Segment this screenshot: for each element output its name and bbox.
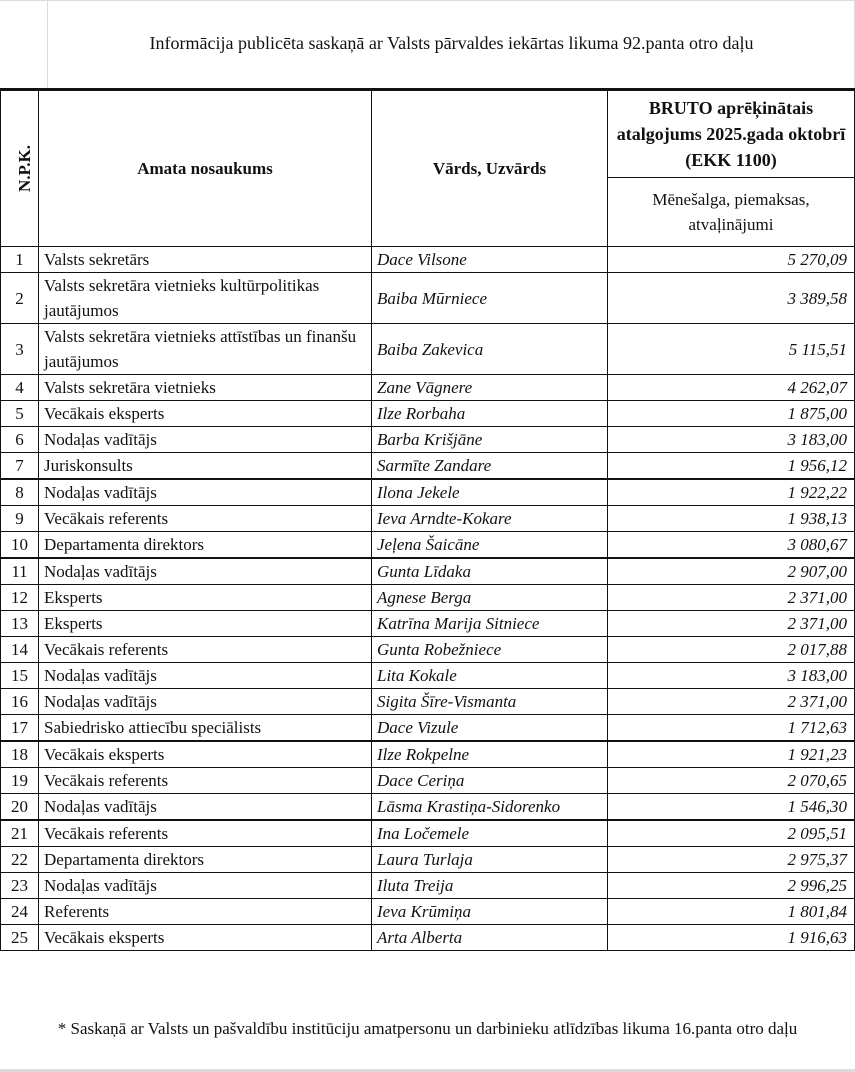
table-row xyxy=(1,873,855,899)
gross-amount: 3 389,58 xyxy=(608,273,855,324)
row-number: 12 xyxy=(1,585,39,611)
employee-name: Lāsma Krastiņa-Sidorenko xyxy=(372,794,608,821)
table-row xyxy=(1,820,855,847)
gross-amount: 2 996,25 xyxy=(608,873,855,899)
position-title: Eksperts xyxy=(39,585,372,611)
employee-name: Iluta Treija xyxy=(372,873,608,899)
row-number: 21 xyxy=(1,820,39,847)
header-npk-label: N.P.K. xyxy=(15,144,35,193)
position-title: Nodaļas vadītājs xyxy=(39,558,372,585)
gross-amount: 2 070,65 xyxy=(608,768,855,794)
header-npk xyxy=(1,90,39,247)
position-title: Valsts sekretārs xyxy=(39,247,372,273)
grid-line xyxy=(0,0,855,1)
employee-name: Laura Turlaja xyxy=(372,847,608,873)
row-number: 1 xyxy=(1,247,39,273)
employee-name: Gunta Robežniece xyxy=(372,637,608,663)
table-body xyxy=(1,247,855,951)
position-title: Eksperts xyxy=(39,611,372,637)
employee-name: Gunta Līdaka xyxy=(372,558,608,585)
table-row xyxy=(1,453,855,480)
table-row xyxy=(1,506,855,532)
employee-name: Jeļena Šaicāne xyxy=(372,532,608,559)
position-title: Vecākais referents xyxy=(39,506,372,532)
gross-amount: 5 270,09 xyxy=(608,247,855,273)
row-number: 16 xyxy=(1,689,39,715)
gross-amount: 3 183,00 xyxy=(608,663,855,689)
row-number: 25 xyxy=(1,925,39,951)
row-number: 8 xyxy=(1,479,39,506)
employee-name: Ina Ločemele xyxy=(372,820,608,847)
employee-name: Agnese Berga xyxy=(372,585,608,611)
row-number: 6 xyxy=(1,427,39,453)
employee-name: Ieva Krūmiņa xyxy=(372,899,608,925)
gross-amount: 2 371,00 xyxy=(608,689,855,715)
row-number: 15 xyxy=(1,663,39,689)
table-row xyxy=(1,637,855,663)
position-title: Referents xyxy=(39,899,372,925)
table-row xyxy=(1,925,855,951)
row-number: 4 xyxy=(1,375,39,401)
row-number: 3 xyxy=(1,324,39,375)
position-title: Departamenta direktors xyxy=(39,847,372,873)
table-row xyxy=(1,663,855,689)
employee-name: Ilze Rorbaha xyxy=(372,401,608,427)
gross-amount: 2 095,51 xyxy=(608,820,855,847)
employee-name: Dace Ceriņa xyxy=(372,768,608,794)
row-number: 24 xyxy=(1,899,39,925)
table-row xyxy=(1,768,855,794)
gross-amount: 1 956,12 xyxy=(608,453,855,480)
position-title: Vecākais eksperts xyxy=(39,925,372,951)
gross-amount: 1 938,13 xyxy=(608,506,855,532)
table-row xyxy=(1,558,855,585)
position-title: Vecākais eksperts xyxy=(39,401,372,427)
position-title: Nodaļas vadītājs xyxy=(39,663,372,689)
row-number: 2 xyxy=(1,273,39,324)
gross-amount: 2 907,00 xyxy=(608,558,855,585)
gross-amount: 1 712,63 xyxy=(608,715,855,742)
header-salary-components: Mēnešalga, piemaksas, atvaļinājumi xyxy=(608,178,855,247)
header-position: Amata nosaukums xyxy=(39,90,372,247)
employee-name: Barba Krišjāne xyxy=(372,427,608,453)
table-row xyxy=(1,794,855,821)
gross-amount: 2 371,00 xyxy=(608,585,855,611)
position-title: Juriskonsults xyxy=(39,453,372,480)
table-row xyxy=(1,401,855,427)
gross-amount: 1 875,00 xyxy=(608,401,855,427)
gross-amount: 5 115,51 xyxy=(608,324,855,375)
employee-name: Ilona Jekele xyxy=(372,479,608,506)
gross-amount: 2 017,88 xyxy=(608,637,855,663)
table-row xyxy=(1,741,855,768)
row-number: 11 xyxy=(1,558,39,585)
employee-name: Baiba Zakevica xyxy=(372,324,608,375)
position-title: Vecākais referents xyxy=(39,768,372,794)
employee-name: Sigita Šīre-Vismanta xyxy=(372,689,608,715)
table-row xyxy=(1,715,855,742)
page-title: Informācija publicēta saskaņā ar Valsts pārvaldes iekārtas likuma 92.panta otro daļu xyxy=(149,33,754,53)
position-title: Nodaļas vadītājs xyxy=(39,427,372,453)
position-title: Valsts sekretāra vietnieks attīstības un finanšu jautājumos xyxy=(39,324,372,375)
table-row xyxy=(1,585,855,611)
table-row xyxy=(1,611,855,637)
title-band xyxy=(0,0,855,88)
table-row xyxy=(1,375,855,401)
table-row xyxy=(1,689,855,715)
gross-amount: 1 921,23 xyxy=(608,741,855,768)
gross-amount: 3 080,67 xyxy=(608,532,855,559)
row-number: 5 xyxy=(1,401,39,427)
row-number: 23 xyxy=(1,873,39,899)
row-number: 13 xyxy=(1,611,39,637)
gross-amount: 1 801,84 xyxy=(608,899,855,925)
header-name: Vārds, Uzvārds xyxy=(372,90,608,247)
employee-name: Lita Kokale xyxy=(372,663,608,689)
employee-name: Arta Alberta xyxy=(372,925,608,951)
employee-name: Dace Vizule xyxy=(372,715,608,742)
row-number: 20 xyxy=(1,794,39,821)
employee-name: Dace Vilsone xyxy=(372,247,608,273)
employee-name: Sarmīte Zandare xyxy=(372,453,608,480)
gross-amount: 2 371,00 xyxy=(608,611,855,637)
position-title: Nodaļas vadītājs xyxy=(39,873,372,899)
gross-amount: 1 916,63 xyxy=(608,925,855,951)
gross-amount: 3 183,00 xyxy=(608,427,855,453)
position-title: Vecākais referents xyxy=(39,820,372,847)
row-number: 22 xyxy=(1,847,39,873)
gross-amount: 2 975,37 xyxy=(608,847,855,873)
footnote: * Saskaņā ar Valsts un pašvaldību institūciju amatpersonu un darbinieku atlīdzības likuma 16.panta otro daļu xyxy=(57,1019,798,1038)
employee-name: Ilze Rokpelne xyxy=(372,741,608,768)
position-title: Nodaļas vadītājs xyxy=(39,689,372,715)
table-row xyxy=(1,479,855,506)
employee-name: Katrīna Marija Sitniece xyxy=(372,611,608,637)
row-number: 7 xyxy=(1,453,39,480)
gross-amount: 1 922,22 xyxy=(608,479,855,506)
table-row xyxy=(1,324,855,375)
row-number: 19 xyxy=(1,768,39,794)
row-number: 9 xyxy=(1,506,39,532)
row-number: 14 xyxy=(1,637,39,663)
row-number: 17 xyxy=(1,715,39,742)
employee-name: Zane Vāgnere xyxy=(372,375,608,401)
position-title: Sabiedrisko attiecību speciālists xyxy=(39,715,372,742)
employee-name: Ieva Arndte-Kokare xyxy=(372,506,608,532)
position-title: Valsts sekretāra vietnieks kultūrpolitikas jautājumos xyxy=(39,273,372,324)
position-title: Nodaļas vadītājs xyxy=(39,794,372,821)
employee-name: Baiba Mūrniece xyxy=(372,273,608,324)
row-number: 18 xyxy=(1,741,39,768)
table-row xyxy=(1,847,855,873)
row-number: 10 xyxy=(1,532,39,559)
table-row xyxy=(1,532,855,559)
table-row xyxy=(1,427,855,453)
position-title: Valsts sekretāra vietnieks xyxy=(39,375,372,401)
position-title: Nodaļas vadītājs xyxy=(39,479,372,506)
table-row xyxy=(1,899,855,925)
table-row xyxy=(1,273,855,324)
salary-table xyxy=(0,88,855,951)
position-title: Departamenta direktors xyxy=(39,532,372,559)
position-title: Vecākais referents xyxy=(39,637,372,663)
position-title: Vecākais eksperts xyxy=(39,741,372,768)
table-row xyxy=(1,247,855,273)
header-gross-salary: BRUTO aprēķinātais atalgojums 2025.gada oktobrī (EKK 1100) xyxy=(608,90,855,178)
gross-amount: 1 546,30 xyxy=(608,794,855,821)
gross-amount: 4 262,07 xyxy=(608,375,855,401)
